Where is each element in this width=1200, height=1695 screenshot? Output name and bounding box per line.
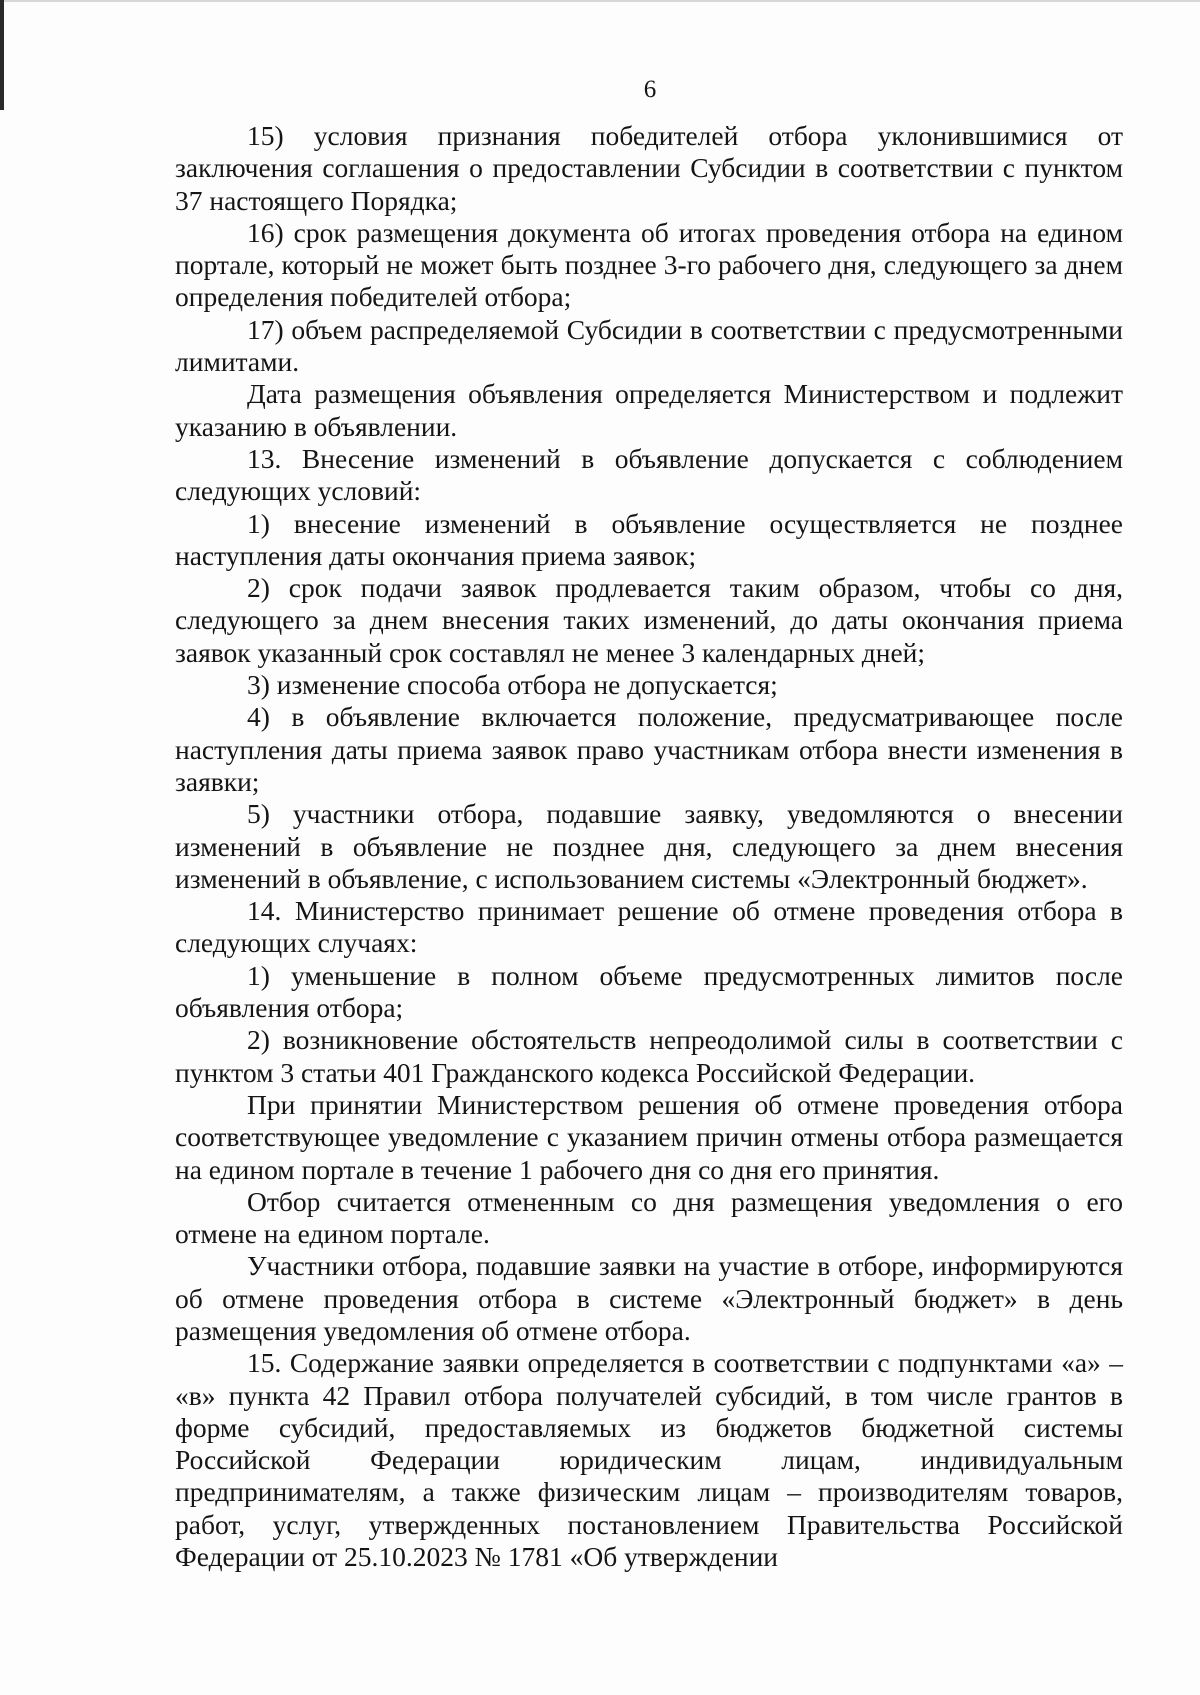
- paragraph: 1) внесение изменений в объявление осуществляется не позднее наступления даты окончания приема заявок;: [175, 507, 1123, 571]
- paragraph: 1) уменьшение в полном объеме предусмотренных лимитов после объявления отбора;: [175, 959, 1123, 1024]
- document-body: [175, 120, 1123, 1573]
- scan-edge-line: [0, 0, 1200, 2]
- paragraph: Дата размещения объявления определяется Министерством и подлежит указанию в объявлении.: [175, 378, 1123, 442]
- paragraph: 2) срок подачи заявок продлевается таким образом, чтобы со дня, следующего за днем внесения таких изменений, до даты окончания приема заявок указанный срок составлял не менее 3 календарных дней;: [175, 572, 1123, 668]
- paragraph: 17) объем распределяемой Субсидии в соответствии с предусмотренными лимитами.: [175, 313, 1123, 378]
- paragraph: 2) возникновение обстоятельств непреодолимой силы в соответствии с пунктом 3 статьи 401 Гражданского кодекса Российской Федерации.: [175, 1024, 1123, 1088]
- paragraph: Отбор считается отмененным со дня размещения уведомления о его отмене на едином портале.: [175, 1185, 1123, 1250]
- paragraph: 5) участники отбора, подавшие заявку, уведомляются о внесении изменений в объявление не позднее дня, следующего за днем внесения изменений в объявление, с использованием системы «Электронный бюджет».: [175, 798, 1123, 894]
- paragraph: 15. Содержание заявки определяется в соответствии с подпунктами «а» – «в» пункта 42 Правил отбора получателей субсидий, в том числе грантов в форме субсидий, предоставляемых из бюджетов бюджетной системы Российской Федерации юридическим лицам, индивидуальным предпринимателям, а также физическим лицам – производителям товаров, работ, услуг, утвержденных постановлением Правительства Российской Федерации от 25.10.2023 № 1781 «Об утверждении: [175, 1347, 1123, 1573]
- paragraph: 16) срок размещения документа об итогах проведения отбора на едином портале, который не может быть позднее 3-го рабочего дня, следующего за днем определения победителей отбора;: [175, 216, 1123, 313]
- paragraph: Участники отбора, подавшие заявки на участие в отборе, информируются об отмене проведения отбора в системе «Электронный бюджет» в день размещения уведомления об отмене отбора.: [175, 1250, 1123, 1346]
- paragraph: 3) изменение способа отбора не допускается;: [247, 669, 778, 701]
- page-number: 6: [643, 76, 657, 103]
- paragraph: При принятии Министерством решения об отмене проведения отбора соответствующее уведомление с указанием причин отмены отбора размещается на едином портале в течение 1 рабочего дня со дня его принятия.: [175, 1088, 1123, 1185]
- paragraph: 15) условия признания победителей отбора уклонившимися от заключения соглашения о предоставлении Субсидии в соответствии с пунктом 37 настоящего Порядка;: [175, 120, 1123, 216]
- paragraph: 14. Министерство принимает решение об отмене проведения отбора в следующих случаях:: [175, 895, 1123, 959]
- paragraph: 4) в объявление включается положение, предусматривающее после наступления даты приема заявок право участникам отбора внести изменения в заявки;: [175, 701, 1123, 797]
- paragraph: 13. Внесение изменений в объявление допускается с соблюдением следующих условий:: [175, 442, 1123, 507]
